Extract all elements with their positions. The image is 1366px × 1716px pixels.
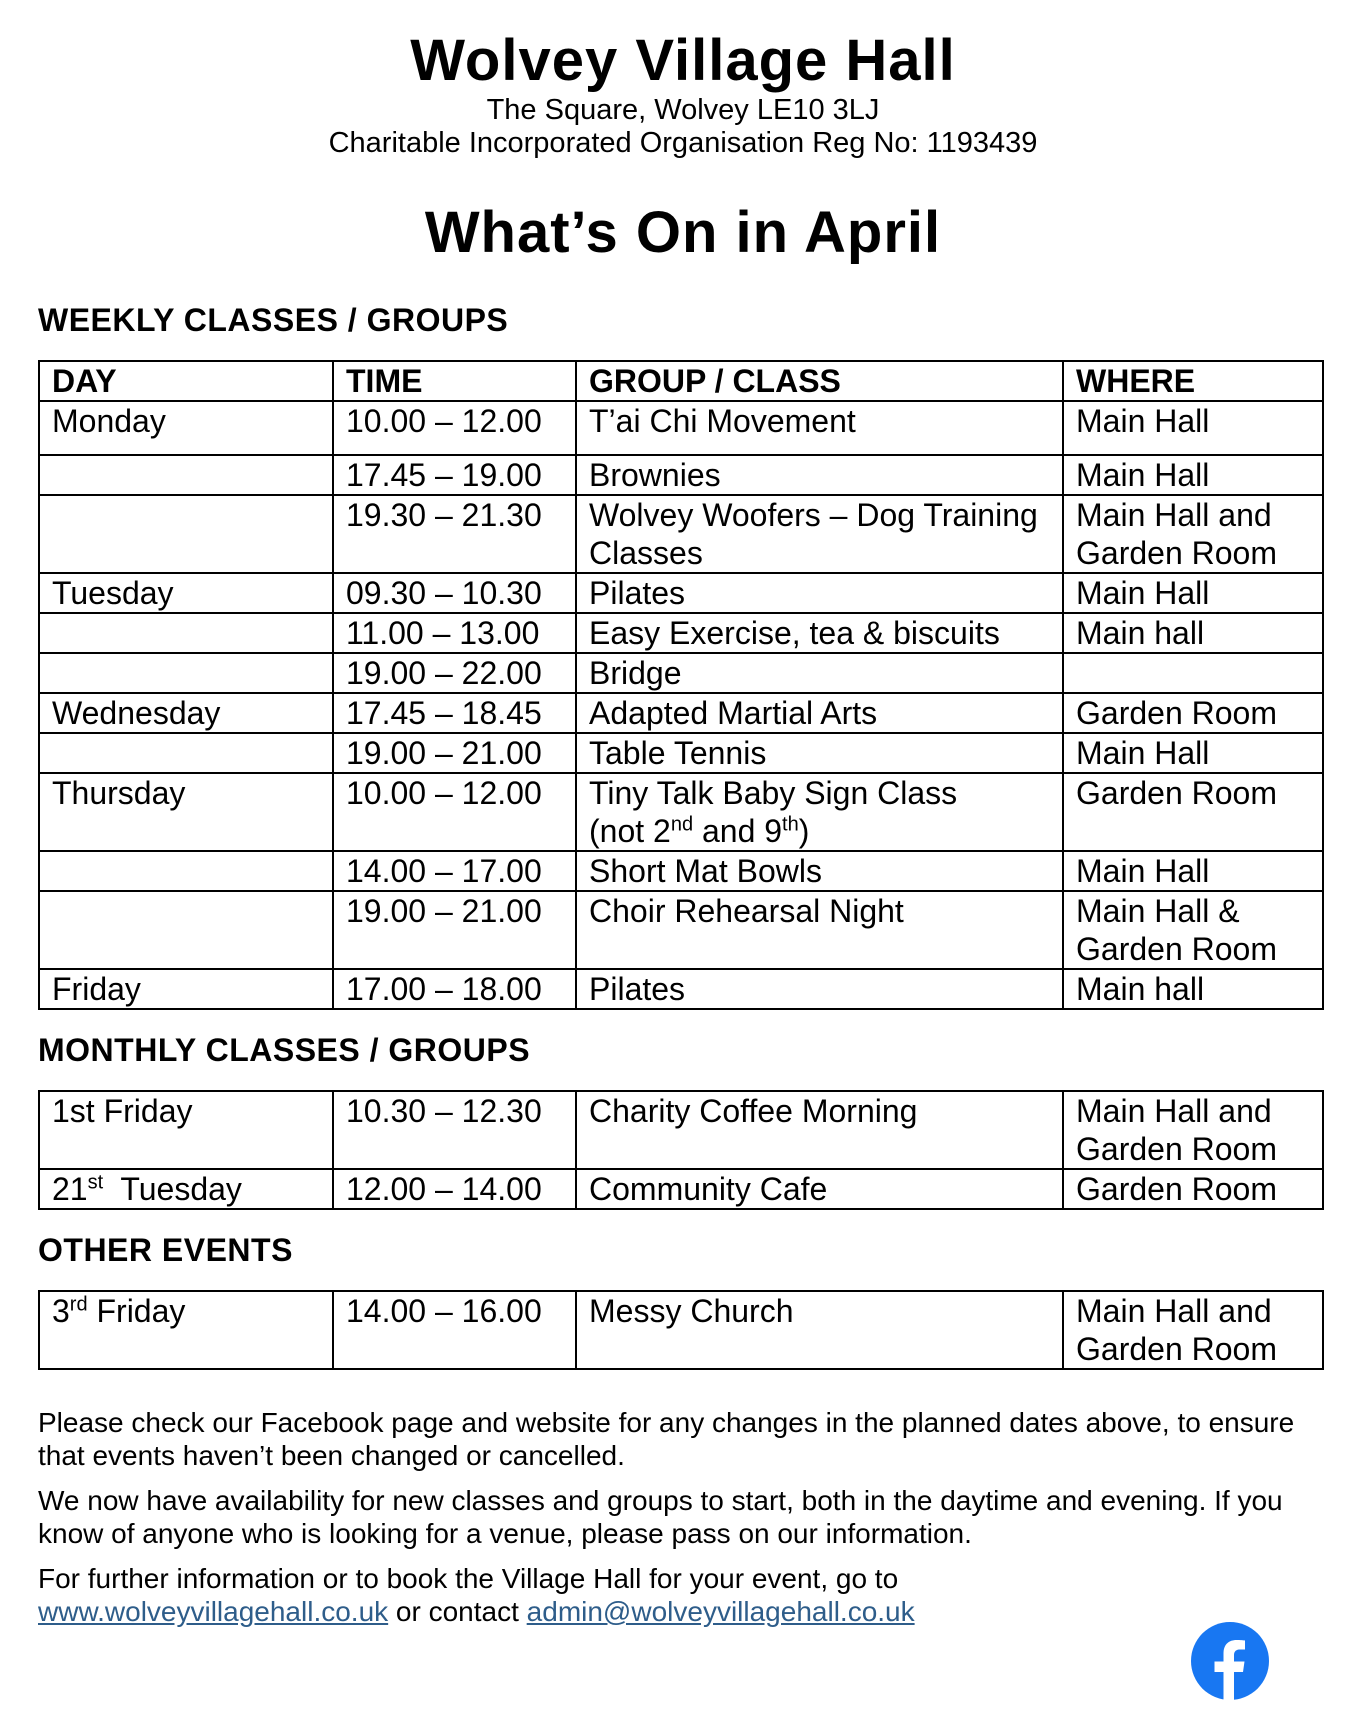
table-row (39, 401, 1323, 455)
table-header-row (39, 361, 1323, 401)
column-header-where: WHERE (1063, 361, 1323, 401)
where-cell: Main Hall (1063, 573, 1323, 613)
email-link[interactable]: admin@wolveyvillagehall.co.uk (526, 1596, 915, 1627)
monthly-heading: MONTHLY CLASSES / GROUPS (38, 1032, 531, 1068)
column-header-time: TIME (333, 361, 576, 401)
group-cell: Pilates (576, 573, 1063, 613)
group-cell (576, 773, 1063, 851)
time-cell: 10.00 – 12.00 (333, 773, 576, 851)
day-cell (39, 733, 333, 773)
time-cell: 19.00 – 21.00 (333, 733, 576, 773)
facebook-icon[interactable] (1191, 1622, 1269, 1700)
where-cell: Main hall (1063, 613, 1323, 653)
group-cell: Short Mat Bowls (576, 851, 1063, 891)
where-cell: Main Hall (1063, 401, 1323, 455)
day-cell (39, 455, 333, 495)
registration-number: Charitable Incorporated Organisation Reg No: 1193439 (328, 127, 1038, 159)
other-events-heading: OTHER EVENTS (38, 1232, 293, 1268)
day-cell (39, 891, 333, 969)
time-cell: 14.00 – 17.00 (333, 851, 576, 891)
monthly-table (38, 1090, 1324, 1210)
where-cell: Garden Room (1063, 773, 1323, 851)
day-cell: 21st Tuesday (39, 1169, 333, 1209)
where-cell: Main Hall and Garden Room (1063, 1291, 1323, 1369)
table-row (39, 1169, 1323, 1209)
column-header-day: DAY (39, 361, 333, 401)
time-cell: 10.00 – 12.00 (333, 401, 576, 455)
table-row (39, 1091, 1323, 1169)
other-events-table (38, 1290, 1324, 1370)
table-row (39, 613, 1323, 653)
group-cell: Wolvey Woofers – Dog Training Classes (576, 495, 1063, 573)
contact-text: or contact (388, 1596, 527, 1627)
time-cell: 10.30 – 12.30 (333, 1091, 576, 1169)
day-cell: Friday (39, 969, 333, 1009)
time-cell: 17.00 – 18.00 (333, 969, 576, 1009)
day-cell: 3rd Friday (39, 1291, 333, 1369)
table-row (39, 653, 1323, 693)
table-row (39, 851, 1323, 891)
weekly-table (38, 360, 1324, 1010)
group-cell: Table Tennis (576, 733, 1063, 773)
group-name: Tiny Talk Baby Sign Class (589, 775, 958, 811)
page-title: Wolvey Village Hall (410, 28, 956, 93)
where-cell: Main Hall and Garden Room (1063, 1091, 1323, 1169)
group-cell: Community Cafe (576, 1169, 1063, 1209)
group-cell: Easy Exercise, tea & biscuits (576, 613, 1063, 653)
group-cell: Choir Rehearsal Night (576, 891, 1063, 969)
where-cell: Main Hall (1063, 851, 1323, 891)
day-cell: 1st Friday (39, 1091, 333, 1169)
time-cell: 17.45 – 19.00 (333, 455, 576, 495)
group-cell: Pilates (576, 969, 1063, 1009)
column-header-group: GROUP / CLASS (576, 361, 1063, 401)
table-row (39, 773, 1323, 851)
group-cell: Brownies (576, 455, 1063, 495)
group-cell: Bridge (576, 653, 1063, 693)
weekly-heading: WEEKLY CLASSES / GROUPS (38, 302, 509, 338)
table-row (39, 891, 1323, 969)
day-cell: Tuesday (39, 573, 333, 613)
where-cell: Garden Room (1063, 1169, 1323, 1209)
day-cell (39, 495, 333, 573)
website-link[interactable]: www.wolveyvillagehall.co.uk (38, 1596, 389, 1627)
where-cell: Main Hall & Garden Room (1063, 891, 1323, 969)
day-cell (39, 851, 333, 891)
headline: What’s On in April (424, 200, 942, 265)
address: The Square, Wolvey LE10 3LJ (486, 94, 880, 126)
time-cell: 19.00 – 21.00 (333, 891, 576, 969)
time-cell: 17.45 – 18.45 (333, 693, 576, 733)
where-cell (1063, 653, 1323, 693)
table-row (39, 573, 1323, 613)
where-cell: Garden Room (1063, 693, 1323, 733)
booking-note (38, 1562, 1138, 1628)
day-cell (39, 613, 333, 653)
where-cell: Main Hall (1063, 455, 1323, 495)
group-note: (not 2nd and 9th) (589, 813, 810, 849)
time-cell: 19.30 – 21.30 (333, 495, 576, 573)
table-row (39, 495, 1323, 573)
day-cell: Monday (39, 401, 333, 455)
group-cell: Messy Church (576, 1291, 1063, 1369)
table-row (39, 733, 1323, 773)
day-cell: Wednesday (39, 693, 333, 733)
table-row (39, 455, 1323, 495)
flyer (38, 28, 1328, 1628)
where-cell: Main Hall (1063, 733, 1323, 773)
time-cell: 19.00 – 22.00 (333, 653, 576, 693)
group-cell: Charity Coffee Morning (576, 1091, 1063, 1169)
table-row (39, 693, 1323, 733)
day-cell (39, 653, 333, 693)
table-row (39, 1291, 1323, 1369)
booking-text: For further information or to book the Village Hall for your event, go to (38, 1563, 899, 1594)
availability-note: We now have availability for new classes and groups to start, both in the daytime and evening. If you know of anyone who is looking for a venue, please pass on our information. (38, 1485, 1283, 1549)
time-cell: 14.00 – 16.00 (333, 1291, 576, 1369)
day-cell: Thursday (39, 773, 333, 851)
where-cell: Main hall (1063, 969, 1323, 1009)
group-cell: Adapted Martial Arts (576, 693, 1063, 733)
facebook-check-note: Please check our Facebook page and website for any changes in the planned dates above, to ensure that events haven’t been changed or cancelled. (38, 1407, 1295, 1471)
group-cell: T’ai Chi Movement (576, 401, 1063, 455)
where-cell: Main Hall and Garden Room (1063, 495, 1323, 573)
table-row (39, 969, 1323, 1009)
time-cell: 11.00 – 13.00 (333, 613, 576, 653)
time-cell: 12.00 – 14.00 (333, 1169, 576, 1209)
time-cell: 09.30 – 10.30 (333, 573, 576, 613)
